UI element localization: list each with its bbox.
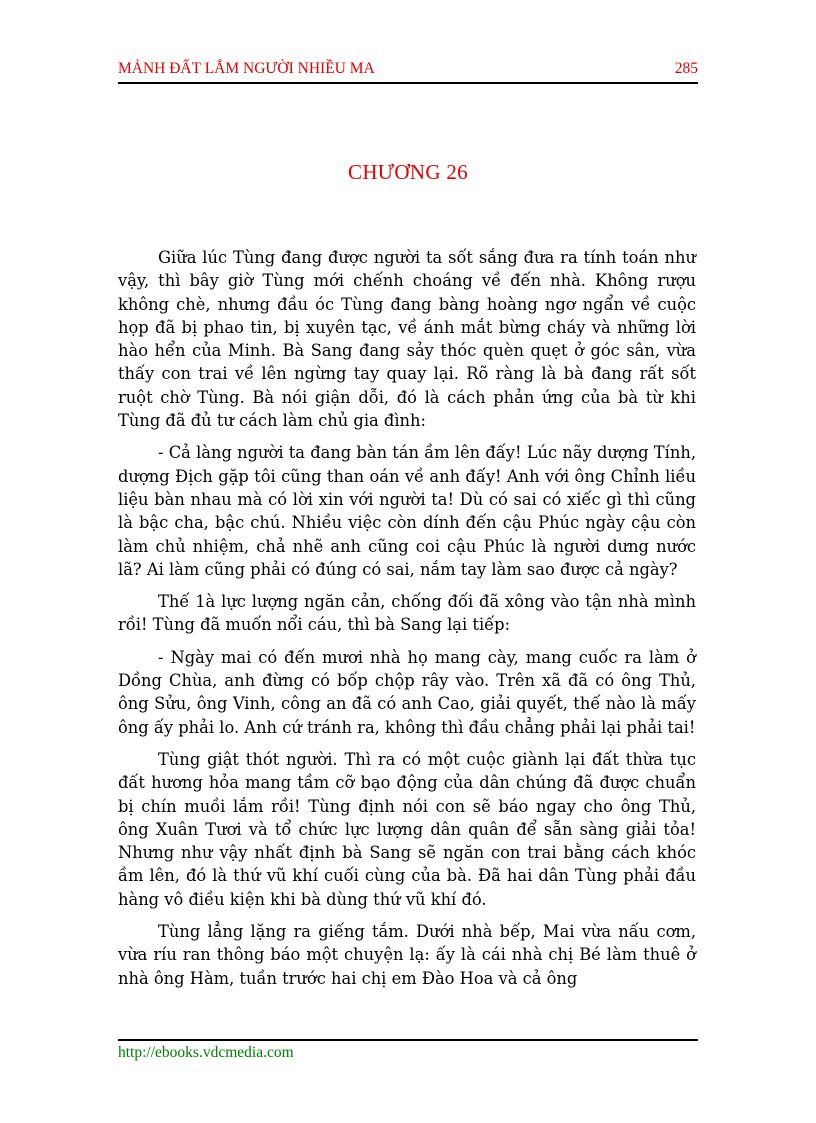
paragraph: Tùng giật thót người. Thì ra có một cuộc giành lại đất thừa tục đất hương hỏa mang tầm cỡ bạo động của dân chúng đã được chuẩn bị chín muồi lắm rồi! Tùng định nói con sẽ báo ngay cho ông Thủ, ông Xuân Tươi và tổ chức lực lượng dân quân để sẵn sàng giải tỏa! Nhưng như vậy nhất định bà Sang sẽ ngăn con trai bằng cách khóc ầm lên, đó là thứ vũ khí cuối cùng của bà. Đã hai dân Tùng phải đầu hàng vô điều kiện khi bà dùng thứ vũ khí đó. [118, 749, 696, 909]
paragraph: Thế 1à lực lượng ngăn cản, chống đối đã xông vào tận nhà mình rồi! Tùng đã muốn nổi cáu, thì bà Sang lại tiếp: [118, 592, 696, 635]
page-number: 285 [674, 60, 698, 77]
header-divider [118, 82, 698, 84]
footer-divider [118, 1039, 698, 1041]
chapter-body [118, 246, 696, 999]
paragraph: - Cả làng người ta đang bàn tán ầm lên đấy! Lúc nãy dượng Tính, dượng Địch gặp tôi cũng than oán về anh đấy! Anh với ông Chỉnh liều liệu bàn nhau mà có lời xin với người ta! Dù có sai có xiếc gì thì cũng là bậc cha, bậc chú. Nhiều việc còn dính đến cậu Phúc ngày cậu còn làm chủ nhiệm, chả nhẽ anh cũng coi cậu Phúc là người dưng nước lã? Ai làm cũng phải có đúng có sai, nắm tay làm sao được cả ngày? [118, 443, 696, 579]
chapter-title: CHƯƠNG 26 [348, 160, 468, 184]
footer-website-link[interactable]: http://ebooks.vdcmedia.com [118, 1044, 294, 1061]
running-header [118, 60, 698, 81]
paragraph: - Ngày mai có đến mươi nhà họ mang cày, mang cuốc ra làm ở Dồng Chùa, anh đừng có bốp chộp rây vào. Trên xã đã có ông Thủ, ông Sửu, ông Vinh, công an đã có anh Cao, giải quyết, thế nào là mấy ông ấy phải lo. Anh cứ tránh ra, không thì đầu chẳng phải lại phải tai! [118, 647, 696, 737]
paragraph: Giữa lúc Tùng đang được người ta sốt sắng đưa ra tính toán như vậy, thì bây giờ Tùng mới chếnh choáng về đến nhà. Không rượu không chè, nhưng đầu óc Tùng đang bàng hoàng ngơ ngẩn về cuộc họp đã bị phao tin, bị xuyên tạc, về ánh mắt bừng cháy và những lời hào hển của Minh. Bà Sang đang sảy thóc quèn quẹt ở góc sân, vừa thấy con trai về lên ngừng tay quay lại. Rõ ràng là bà đang rất sốt ruột chờ Tùng. Bà nói giận dỗi, đó là cách phản ứng của bà từ khi Tùng đã đủ tư cách làm chủ gia đình: [118, 248, 696, 431]
book-title: MẢNH ĐẤT LẮM NGƯỜI NHIỀU MA [118, 60, 375, 77]
paragraph: Tùng lẳng lặng ra giếng tắm. Dưới nhà bếp, Mai vừa nấu cơm, vừa ríu ran thông báo một chuyện lạ: ấy là cái nhà chị Bé làm thuê ở nhà ông Hàm, tuần trước hai chị em Đào Hoa và cả ông [118, 922, 696, 988]
